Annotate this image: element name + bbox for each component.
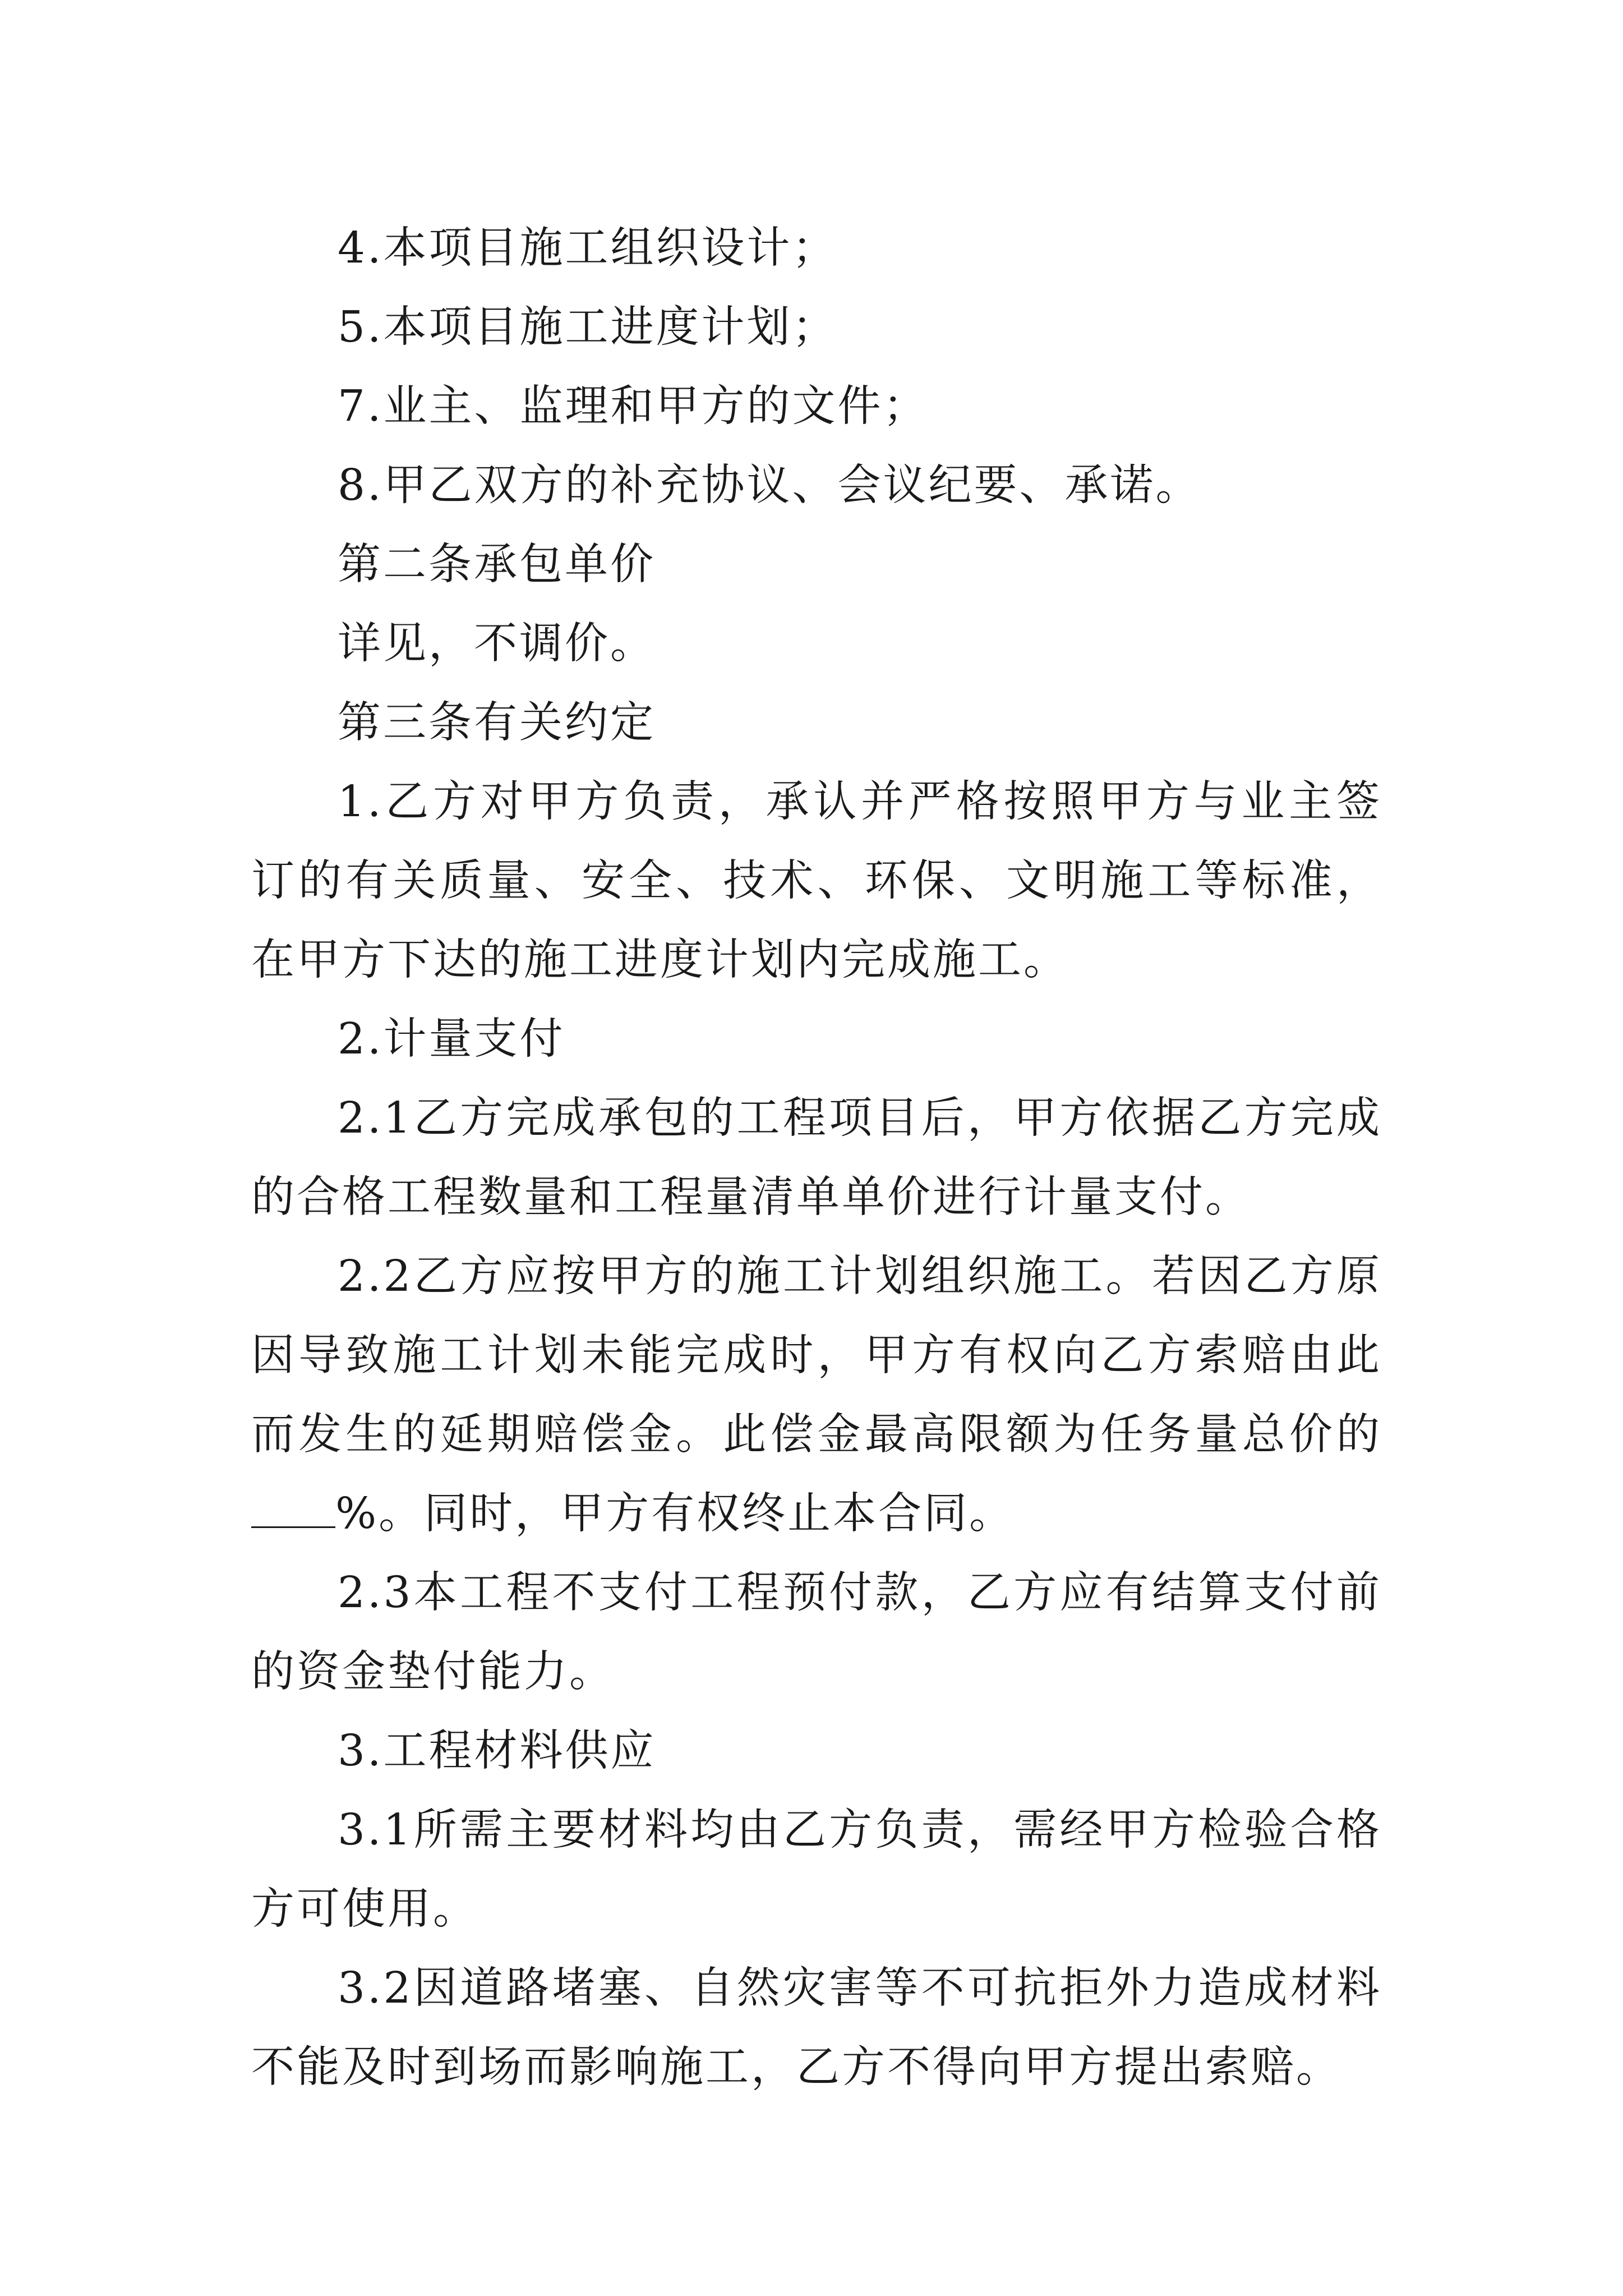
clause-2-1: 2.1乙方完成承包的工程项目后，甲方依据乙方完成的合格工程数量和工程量清单单价进行计量支付。 [251,1093,1382,1222]
document-body [251,209,1382,2107]
clause-3-2: 3.2因道路堵塞、自然灾害等不可抗拒外力造成材料不能及时到场而影响施工，乙方不得向甲方提出索赔。 [251,1963,1382,2092]
clause-3-heading: 3.工程材料供应 [338,1726,656,1776]
clause-2-2 [251,1237,1382,1553]
article-2-text: 详见，不调价。 [338,619,656,669]
clause-1: 1.乙方对甲方负责，承认并严格按照甲方与业主签订的有关质量、安全、技术、环保、文明施工等标准，在甲方下达的施工进度计划内完成施工。 [251,777,1382,985]
clause-item-5: 5.本项目施工进度计划； [338,302,838,352]
clause-2-heading: 2.计量支付 [338,1014,565,1064]
article-3-heading: 第三条有关约定 [338,698,656,748]
clause-2-2-text-before: 2.2乙方应按甲方的施工计划组织施工。若因乙方原因导致施工计划未能完成时，甲方有权向乙方索赔由此而发生的延期赔偿金。此偿金最高限额为任务量总价的 [251,1251,1382,1460]
clause-item-7: 7.业主、监理和甲方的文件； [338,381,929,431]
clause-2-3: 2.3本工程不支付工程预付款，乙方应有结算支付前的资金垫付能力。 [251,1568,1382,1697]
clause-item-4: 4.本项目施工组织设计； [338,223,838,273]
clause-item-8: 8.甲乙双方的补充协议、会议纪要、承诺。 [338,461,1201,510]
clause-3-1: 3.1所需主要材料均由乙方负责，需经甲方检验合格方可使用。 [251,1805,1382,1934]
percentage-blank [251,1488,335,1528]
clause-2-2-text-after: %。同时，甲方有权终止本合同。 [335,1489,1015,1539]
article-2-heading: 第二条承包单价 [338,540,656,590]
